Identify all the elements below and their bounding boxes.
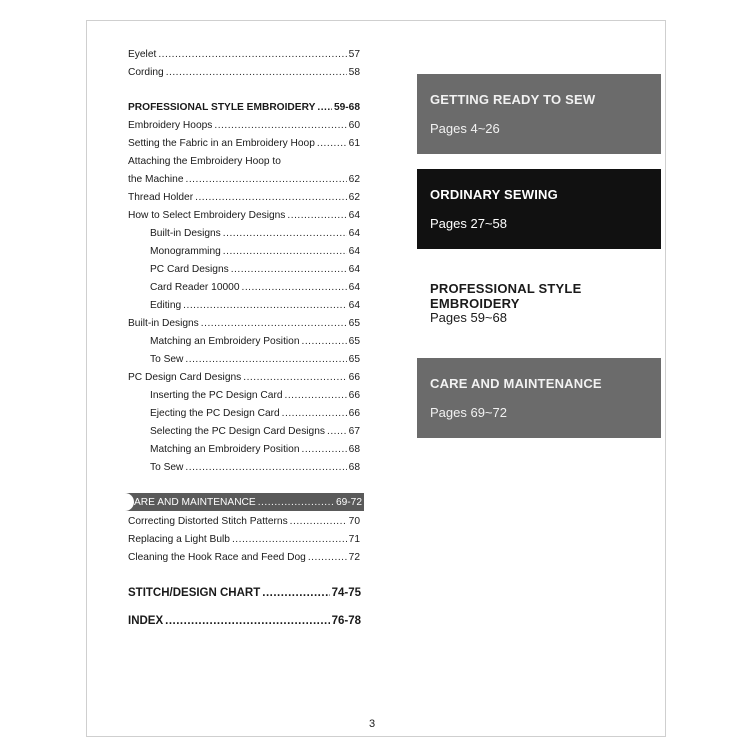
toc-entry — [128, 586, 361, 600]
toc-entry-page: 76-78 — [331, 615, 361, 627]
toc-entry — [128, 317, 360, 331]
toc-leader-dots — [166, 66, 347, 80]
section-getting-ready-to-sew — [417, 74, 661, 154]
toc-entry — [150, 389, 360, 403]
toc-entry-page: 71 — [348, 534, 360, 545]
toc-entry-label: PROFESSIONAL STYLE EMBROIDERY — [128, 102, 316, 113]
toc-entry-label: Matching an Embroidery Position — [150, 444, 300, 455]
toc-entry-label: Built-in Designs — [150, 228, 221, 239]
toc-entry — [150, 353, 360, 367]
toc-entry-label: To Sew — [150, 354, 184, 365]
toc-entry-page: 57 — [348, 49, 360, 60]
toc-entry — [128, 173, 360, 187]
page-number: 3 — [369, 718, 376, 730]
toc-entry-page: 74-75 — [331, 587, 361, 599]
toc-entry-page: 62 — [348, 174, 360, 185]
toc-entry-label: Cording — [128, 67, 164, 78]
toc-entry — [128, 551, 360, 565]
toc-entry-label: PC Card Designs — [150, 264, 229, 275]
toc-entry — [128, 371, 360, 385]
section-pages: Pages 59~68 — [430, 310, 507, 325]
toc-leader-dots — [282, 407, 347, 421]
toc-leader-dots — [165, 614, 329, 628]
toc-entry-label: Correcting Distorted Stitch Patterns — [128, 516, 288, 527]
toc-entry-page: 64 — [348, 300, 360, 311]
toc-entry-page: 64 — [348, 228, 360, 239]
section-title: CARE AND MAINTENANCE — [430, 376, 602, 391]
toc-leader-dots — [258, 496, 334, 510]
toc-entry-label: Setting the Fabric in an Embroidery Hoop — [128, 138, 315, 149]
toc-entry — [128, 533, 360, 547]
toc-leader-dots — [308, 551, 347, 565]
section-pages: Pages 69~72 — [430, 405, 507, 420]
toc-entry-page: 66 — [348, 372, 360, 383]
toc-leader-dots — [201, 317, 347, 331]
toc-entry — [150, 299, 360, 313]
section-ordinary-sewing — [417, 169, 661, 249]
toc-entry — [150, 461, 360, 475]
section-professional-style-embroidery — [417, 263, 661, 343]
toc-entry-label: Editing — [150, 300, 182, 311]
toc-entry-label: Card Reader 10000 — [150, 282, 240, 293]
toc-entry-page: 62 — [348, 192, 360, 203]
toc-leader-dots — [287, 209, 346, 223]
toc-entry — [128, 137, 360, 151]
toc-entry — [128, 614, 361, 628]
toc-entry-label: Embroidery Hoops — [128, 120, 213, 131]
toc-leader-dots — [243, 371, 346, 385]
section-title: GETTING READY TO SEW — [430, 92, 596, 107]
toc-leader-dots — [186, 173, 347, 187]
toc-leader-dots — [185, 461, 346, 475]
toc-entry-label: Replacing a Light Bulb — [128, 534, 230, 545]
toc-entry-page: 66 — [348, 408, 360, 419]
toc-entry-page: 64 — [348, 210, 360, 221]
toc-leader-dots — [285, 389, 347, 403]
toc-entry-page: 65 — [348, 336, 360, 347]
toc-entry-page: 66 — [348, 390, 360, 401]
toc-entry-page: 72 — [348, 552, 360, 563]
toc-entry — [128, 66, 360, 80]
toc-entry-page: 64 — [348, 246, 360, 257]
toc-entry-label: Selecting the PC Design Card Designs — [150, 426, 325, 437]
toc-entry-label: STITCH/DESIGN CHART — [128, 587, 261, 599]
toc-entry-label: Matching an Embroidery Position — [150, 336, 300, 347]
toc-leader-dots — [327, 425, 347, 439]
toc-entry — [134, 496, 362, 510]
toc-entry-page: 67 — [348, 426, 360, 437]
toc-entry-label: Attaching the Embroidery Hoop to — [128, 156, 281, 167]
section-title: PROFESSIONAL STYLE EMBROIDERY — [430, 281, 582, 311]
toc-entry-label: Ejecting the PC Design Card — [150, 408, 280, 419]
toc-entry — [150, 335, 360, 349]
toc-entry — [128, 101, 360, 115]
toc-entry — [128, 119, 360, 133]
toc-entry — [128, 209, 360, 223]
section-title: ORDINARY SEWING — [430, 187, 558, 202]
toc-leader-dots — [223, 245, 347, 259]
toc-entry — [150, 407, 360, 421]
toc-leader-dots — [317, 137, 347, 151]
toc-entry-page: 69-72 — [335, 497, 362, 508]
toc-entry-label: ARE AND MAINTENANCE — [134, 497, 256, 508]
toc-leader-dots — [223, 227, 347, 241]
toc-leader-dots — [317, 101, 332, 115]
toc-leader-dots — [241, 281, 346, 295]
toc-entry — [150, 443, 360, 457]
toc-entry-label: Built-in Designs — [128, 318, 199, 329]
toc-leader-dots — [214, 119, 346, 133]
toc-entry — [150, 227, 360, 241]
toc-entry-page: 64 — [348, 264, 360, 275]
toc-entry-page: 65 — [348, 318, 360, 329]
toc-entry-label: Monogramming — [150, 246, 221, 257]
toc-entry — [150, 281, 360, 295]
toc-entry — [150, 245, 360, 259]
toc-leader-dots — [185, 353, 346, 367]
toc-leader-dots — [302, 335, 347, 349]
toc-entry-page: 64 — [348, 282, 360, 293]
section-care-and-maintenance — [417, 358, 661, 438]
toc-entry-label: Thread Holder — [128, 192, 194, 203]
toc-entry-label: How to Select Embroidery Designs — [128, 210, 286, 221]
toc-entry-label: Inserting the PC Design Card — [150, 390, 283, 401]
toc-entry-label: To Sew — [150, 462, 184, 473]
toc-entry-label: Cleaning the Hook Race and Feed Dog — [128, 552, 306, 563]
toc-leader-dots — [302, 443, 347, 457]
toc-leader-dots — [262, 586, 329, 600]
toc-entry-page: 61 — [348, 138, 360, 149]
toc-leader-dots — [183, 299, 347, 313]
toc-entry-page: 68 — [348, 444, 360, 455]
toc-leader-dots — [231, 263, 347, 277]
section-pages: Pages 27~58 — [430, 216, 507, 231]
toc-entry-page: 65 — [348, 354, 360, 365]
toc-leader-dots — [290, 515, 347, 529]
toc-entry-page: 58 — [348, 67, 360, 78]
toc-entry — [128, 515, 360, 529]
toc-entry-page: 59-68 — [333, 102, 360, 113]
toc-entry — [150, 425, 360, 439]
section-pages: Pages 4~26 — [430, 121, 500, 136]
toc-entry-page: 60 — [348, 120, 360, 131]
toc-entry-label: the Machine — [128, 174, 184, 185]
toc-entry-label: Eyelet — [128, 49, 157, 60]
toc-leader-dots — [158, 48, 346, 62]
toc-entry — [128, 155, 360, 169]
toc-leader-dots — [195, 191, 347, 205]
toc-entry — [128, 191, 360, 205]
toc-entry-label: INDEX — [128, 615, 164, 627]
toc-entry-page: 70 — [348, 516, 360, 527]
toc-entry-page: 68 — [348, 462, 360, 473]
toc-entry — [150, 263, 360, 277]
toc-entry — [128, 48, 360, 62]
toc-entry-label: PC Design Card Designs — [128, 372, 242, 383]
toc-leader-dots — [232, 533, 347, 547]
